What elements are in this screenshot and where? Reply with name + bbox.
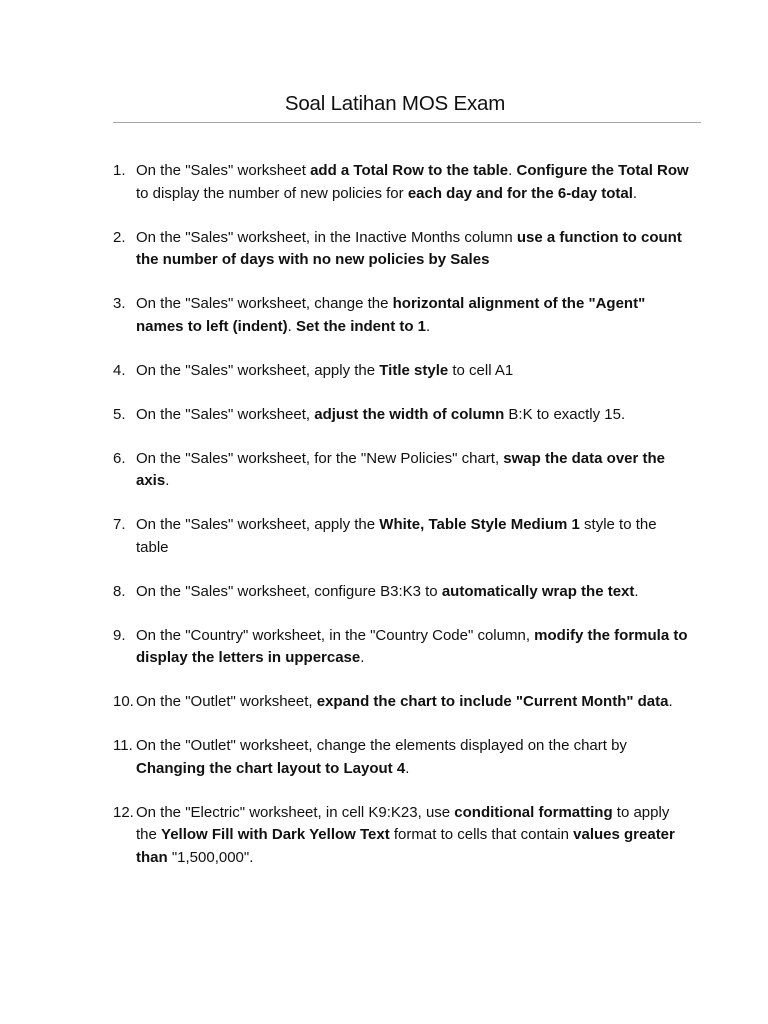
question-number: 10. xyxy=(113,693,134,710)
question-emphasis: expand the chart to include "Current Month" data xyxy=(316,693,669,710)
question-emphasis: each day and for the 6-day total xyxy=(407,184,633,202)
question-segment: On the "Sales" worksheet, apply the xyxy=(136,516,380,533)
question-item xyxy=(113,160,693,205)
question-emphasis: use a function to count the number of days with no new policies by Sales xyxy=(136,228,682,268)
question-text xyxy=(136,295,645,335)
question-segment: On the "Sales" worksheet, configure B3:K3 to xyxy=(136,582,442,600)
question-number: 8. xyxy=(113,582,126,600)
page-title: Soal Latihan MOS Exam xyxy=(284,92,506,115)
question-item xyxy=(113,227,693,272)
question-text xyxy=(136,737,627,777)
question-item xyxy=(113,581,693,604)
question-item xyxy=(113,802,693,870)
question-segment: style to the table xyxy=(136,516,657,556)
question-text xyxy=(136,693,673,710)
question-emphasis: modify the formula to display the letters in uppercase xyxy=(136,626,688,666)
question-segment: On the "Outlet" worksheet, xyxy=(136,693,317,710)
question-number: 12. xyxy=(113,803,134,821)
question-segment: On the "Sales" worksheet, in the Inactive Months column xyxy=(136,228,517,246)
question-number: 2. xyxy=(113,228,126,246)
question-list xyxy=(113,160,693,891)
question-emphasis: horizontal alignment of the "Agent" names to left (indent) xyxy=(136,295,646,335)
question-segment: On the "Electric" worksheet, in cell K9:K23, use xyxy=(136,803,455,821)
question-segment: to cell A1 xyxy=(448,361,514,379)
question-text xyxy=(136,229,682,269)
question-segment: . xyxy=(360,649,365,666)
question-segment: . xyxy=(165,472,170,489)
question-segment: On the "Sales" worksheet, for the "New Policies" chart, xyxy=(136,449,504,467)
question-number: 6. xyxy=(113,449,126,467)
question-text xyxy=(136,162,689,202)
question-emphasis: White, Table Style Medium 1 xyxy=(379,516,580,533)
question-item xyxy=(113,404,693,427)
question-number: 11. xyxy=(113,737,133,754)
question-text xyxy=(136,583,639,600)
question-segment: On the "Sales" worksheet xyxy=(136,162,311,179)
question-emphasis: adjust the width of column xyxy=(314,405,505,423)
question-emphasis: values greater than xyxy=(136,826,675,866)
question-emphasis: automatically wrap the text xyxy=(441,582,635,600)
question-segment: to apply the xyxy=(136,803,670,843)
question-text xyxy=(136,804,675,866)
question-segment: On the "Sales" worksheet, xyxy=(136,405,315,423)
question-emphasis: Set the indent to 1 xyxy=(296,317,427,335)
question-segment: . xyxy=(426,317,431,335)
question-item xyxy=(113,293,693,338)
question-segment: . xyxy=(632,184,638,202)
question-text xyxy=(136,362,513,379)
question-segment: . xyxy=(508,162,517,179)
question-emphasis: add a Total Row to the table xyxy=(310,162,509,179)
question-segment: format to cells that contain xyxy=(389,826,574,843)
question-number: 4. xyxy=(113,361,126,379)
question-segment: On the "Sales" worksheet, apply the xyxy=(136,361,380,379)
question-segment: . xyxy=(287,317,297,335)
question-emphasis: Changing the chart layout to Layout 4 xyxy=(136,759,406,777)
question-text xyxy=(136,627,688,667)
question-number: 9. xyxy=(113,626,126,644)
question-item xyxy=(113,735,693,780)
question-number: 5. xyxy=(113,405,126,423)
question-segment: . xyxy=(668,693,673,710)
title-divider xyxy=(113,122,701,123)
question-emphasis: Yellow Fill with Dark Yellow Text xyxy=(161,826,390,843)
question-emphasis: Configure the Total Row xyxy=(516,162,689,179)
question-segment: On the "Outlet" worksheet, change the elements displayed on the chart by xyxy=(136,737,627,754)
question-emphasis: swap the data over the axis xyxy=(136,449,666,489)
question-emphasis: conditional formatting xyxy=(454,803,613,821)
question-segment: to display the number of new policies for xyxy=(136,184,408,202)
question-item xyxy=(113,514,693,559)
question-number: 1. xyxy=(113,162,126,179)
question-item xyxy=(113,448,693,493)
question-segment: On the "Country" worksheet, in the "Country Code" column, xyxy=(136,626,535,644)
question-segment: . xyxy=(634,582,639,600)
question-number: 3. xyxy=(113,295,126,312)
question-item xyxy=(113,625,693,670)
question-segment: B:K to exactly 15. xyxy=(504,405,626,423)
question-text xyxy=(136,450,665,490)
question-segment: "1,500,000". xyxy=(167,848,254,866)
question-segment: . xyxy=(405,759,410,777)
question-text xyxy=(136,406,625,423)
question-item xyxy=(113,691,693,714)
question-number: 7. xyxy=(113,516,126,533)
question-emphasis: Title style xyxy=(379,361,449,379)
question-text xyxy=(136,516,657,556)
question-item xyxy=(113,360,693,383)
question-segment: On the "Sales" worksheet, change the xyxy=(136,295,393,312)
